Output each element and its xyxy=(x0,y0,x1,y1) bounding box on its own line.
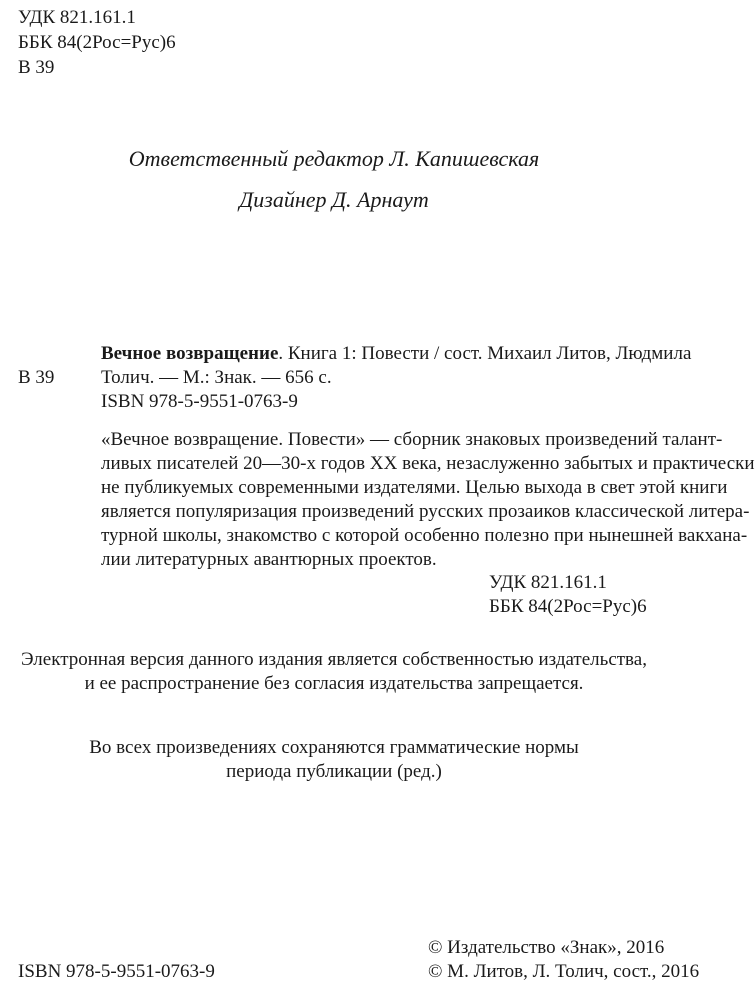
author-sign: В 39 xyxy=(18,367,55,388)
grammar-notice-line: периода публикации (ред.) xyxy=(226,761,442,782)
bbk-code-top: ББК 84(2Рос=Рус)6 xyxy=(18,32,176,53)
footer-isbn: ISBN 978-5-9551-0763-9 xyxy=(18,961,215,982)
bbk-code-bottom: ББК 84(2Рос=Рус)6 xyxy=(489,596,647,617)
udk-code-bottom: УДК 821.161.1 xyxy=(489,572,607,593)
copyright-publisher: © Издательство «Знак», 2016 xyxy=(428,937,665,958)
electronic-notice-line: и ее распространение без согласия издательства запрещается. xyxy=(84,673,584,694)
annotation-line: «Вечное возвращение. Повести» — сборник знаковых произведений талант- xyxy=(101,429,723,450)
udk-code-top: УДК 821.161.1 xyxy=(18,7,136,28)
annotation-line: турной школы, знакомство с которой особенно полезно при нынешней вакхана- xyxy=(101,525,748,546)
annotation-line: лии литературных авантюрных проектов. xyxy=(101,549,437,570)
book-title: Вечное возвращение xyxy=(101,343,279,364)
copyright-authors: © М. Литов, Л. Толич, сост., 2016 xyxy=(428,961,700,982)
editor-credit: Ответственный редактор Л. Капишевская xyxy=(128,146,540,171)
biblio-isbn: ISBN 978-5-9551-0763-9 xyxy=(101,391,298,412)
annotation-line: не публикуемых современными издателями. Целью выхода в свет этой книги xyxy=(101,477,728,498)
designer-credit: Дизайнер Д. Арнаут xyxy=(239,187,429,212)
annotation-line: ливых писателей 20—30-х годов ХХ века, незаслуженно забытых и практически xyxy=(101,453,755,474)
biblio-line-1-rest: . Книга 1: Повести / сост. Михаил Литов, Людмила xyxy=(278,343,692,364)
grammar-notice-line: Во всех произведениях сохраняются грамматические нормы xyxy=(89,737,579,758)
annotation-line: является популяризация произведений русских прозаиков классической литера- xyxy=(101,501,750,522)
author-sign-top: В 39 xyxy=(18,57,55,78)
biblio-line-2: Толич. — М.: Знак. — 656 с. xyxy=(101,367,332,388)
biblio-line-1 xyxy=(101,342,691,366)
electronic-notice-line: Электронная версия данного издания является собственностью издательства, xyxy=(21,649,647,670)
